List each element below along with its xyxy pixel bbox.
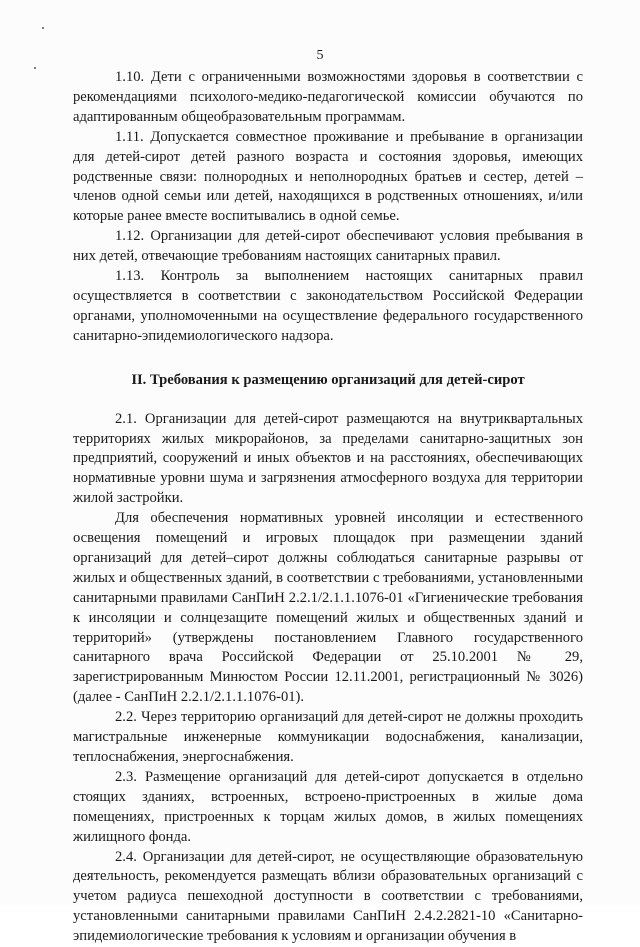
paragraph-1-12: 1.12. Организации для детей-сирот обеспечивают условия пребывания в них детей, отвечающие требованиям настоящих санитарных правил.	[73, 228, 583, 265]
paragraph-insolation: Для обеспечения нормативных уровней инсоляции и естественного освещения помещений и игровых площадок при размещении зданий организаций для детей–сирот должны соблюдаться санитарные разрывы от жилых и общественных зданий, в соответствии с требованиями, установленными санитарными правилами СанПиН 2.2.1/2.1.1.1076-01 «Гигиенические требования к инсоляции и солнцезащите помещений жилых и общественных зданий и территорий» (утверждены постановлением Главного государственного санитарного врача Российской Федерации от 25.10.2001 № 29, зарегистрированным Минюстом России 12.11.2001, регистрационный № 3026) (далее - СанПиН 2.2.1/2.1.1.1076-01).	[73, 510, 583, 706]
paragraph-1-13: 1.13. Контроль за выполнением настоящих санитарных правил осуществляется в соответствии с законодательством Российской Федерации органами, уполномоченными на осуществление федерального государственного санитарно-эпидемиологического надзора.	[73, 268, 583, 344]
paragraph-2-2: 2.2. Через территорию организаций для детей-сирот не должны проходить магистральные инженерные коммуникации водоснабжения, канализации, теплоснабжения, энергоснабжения.	[73, 709, 583, 765]
page-number: 5	[316, 48, 324, 63]
document-body	[73, 68, 583, 947]
scan-speck	[34, 67, 36, 69]
paragraph-2-3: 2.3. Размещение организаций для детей-сирот допускается в отдельно стоящих зданиях, встроенных, встроено-пристроенных в жилые дома помещениях, пристроенных к торцам жилых домов, в жилых помещениях жилищного фонда.	[73, 768, 583, 845]
paragraph-1-10: 1.10. Дети с ограниченными возможностями здоровья в соответствии с рекомендациями психолого-медико-педагогической комиссии обучаются по адаптированным общеобразовательным программам.	[73, 69, 583, 125]
section-heading: II. Требования к размещению организаций для детей-сирот	[131, 371, 525, 388]
paragraph-1-11: 1.11. Допускается совместное проживание и пребывание в организации для детей-сирот детей разного возраста и состояния здоровья, имеющих родственные связи: полнородных и неполнородных братьев и сестер, детей – членов одной семьи или детей, находящихся в родственных отношениях, и/или которые ранее вместе воспитывались в одной семье.	[73, 128, 583, 225]
paragraph-2-1: 2.1. Организации для детей-сирот размещаются на внутриквартальных территориях жилых микрорайонов, за пределами санитарно-защитных зон предприятий, сооружений и иных объектов и на расстояниях, обеспечивающих нормативные уровни шума и загрязнения атмосферного воздуха для территории жилой застройки.	[73, 410, 583, 507]
paragraph-2-4: 2.4. Организации для детей-сирот, не осуществляющие образовательную деятельность, рекомендуется размещать вблизи образовательных организаций с учетом радиуса пешеходной доступности в соответствии с требованиями, установленными санитарными правилами СанПиН 2.4.2.2821-10 «Санитарно-эпидемиологические требования к условиям и организации обучения в	[73, 848, 583, 945]
scan-speck	[42, 27, 44, 29]
